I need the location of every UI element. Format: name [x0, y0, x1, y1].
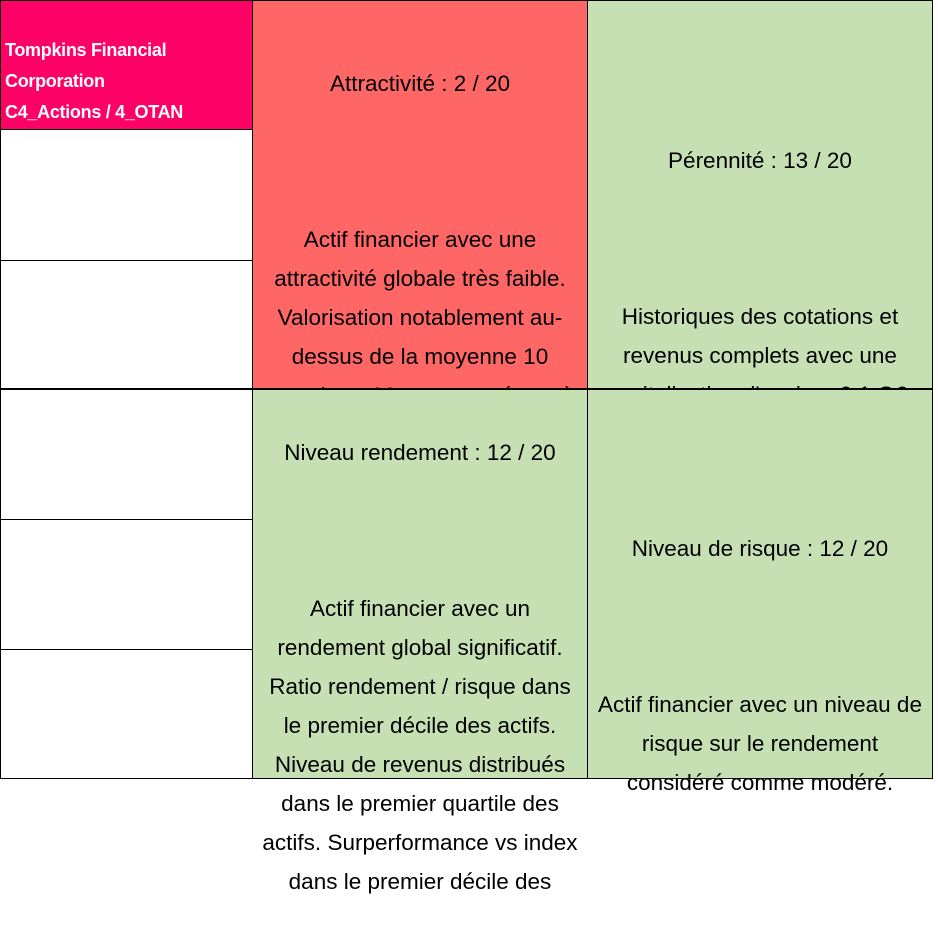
- perennite-body: Historiques des cotations et revenus complets avec une: [621, 304, 899, 368]
- asset-title: Tompkins Financial Corporation C4_Actions / 4_OTAN: [5, 40, 184, 122]
- asset-title-cell: [0, 0, 253, 130]
- empty-cell: [0, 649, 253, 779]
- risque-heading: Niveau de risque : 12 / 20: [631, 536, 889, 561]
- attractivite-card: [252, 0, 588, 389]
- risque-body: Actif financier avec un niveau de risque sur le rendement considéré comme modéré.: [598, 692, 922, 795]
- empty-cell: [0, 389, 253, 520]
- empty-cell: [0, 260, 253, 389]
- empty-cell: [0, 129, 253, 261]
- perennite-card: [587, 0, 933, 389]
- risque-card: [587, 389, 933, 795]
- rendement-card: [252, 389, 588, 894]
- attractivite-heading: Attractivité : 2 / 20: [329, 71, 511, 96]
- attractivite-body: Actif financier avec une attractivité globale très faible. Valorisation notablement au- dessus de la moyenne 10: [274, 227, 566, 369]
- perennite-heading: Pérennité : 13 / 20: [668, 148, 852, 173]
- rendement-heading: Niveau rendement : 12 / 20: [284, 440, 556, 465]
- rendement-body: Actif financier avec un rendement global significatif. Ratio rendement / risque dans le premier décile des actifs. Niveau de revenus distribués dans le premier quartile des actifs. Surperformance vs index dans le premier décile des: [262, 596, 578, 894]
- empty-cell: [0, 519, 253, 650]
